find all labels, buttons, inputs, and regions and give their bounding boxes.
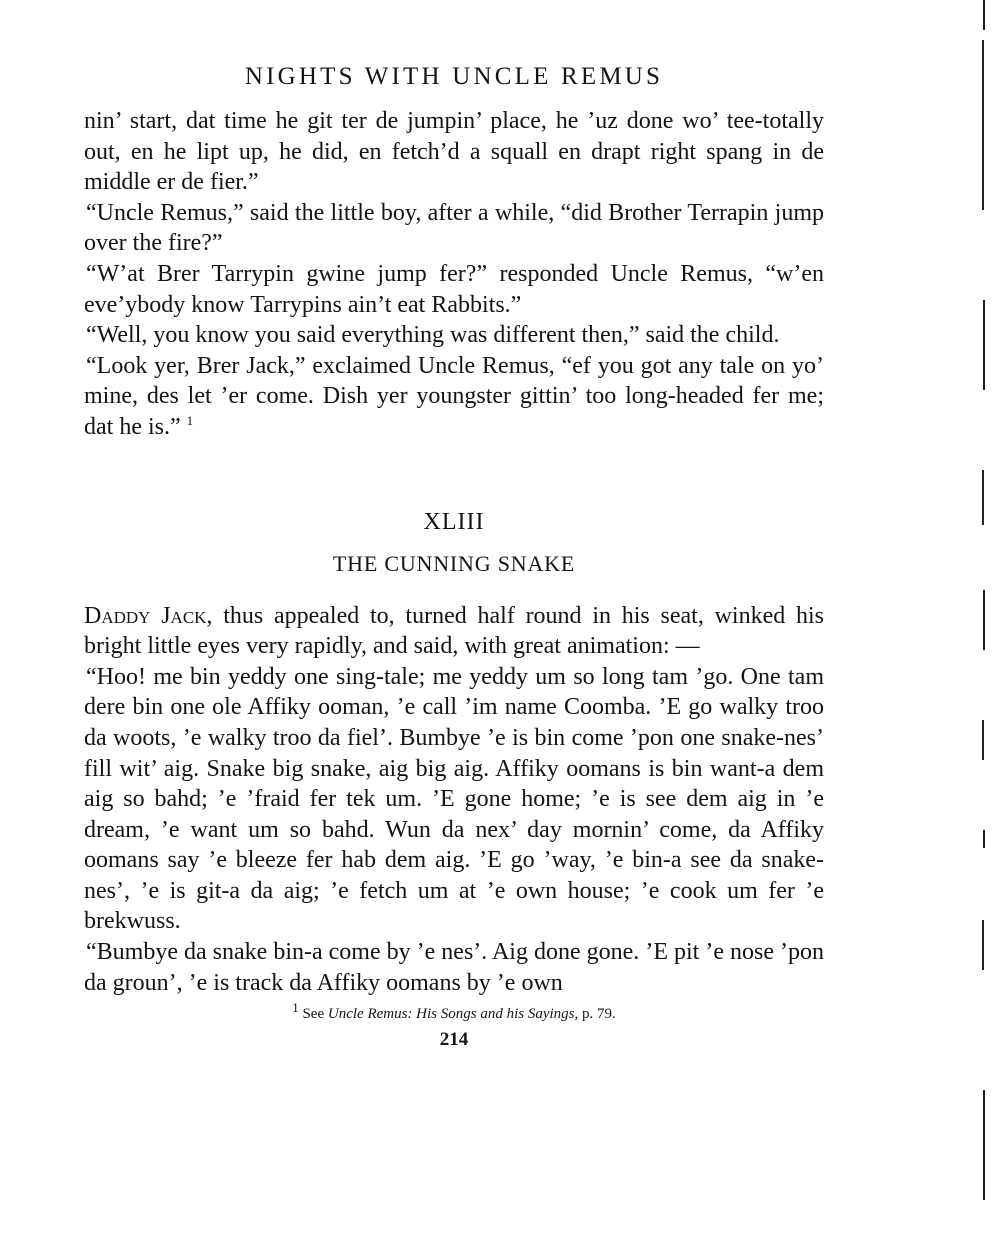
footnote-marker: 1 bbox=[186, 412, 194, 428]
paragraph-with-footnote bbox=[84, 351, 824, 443]
paragraph: nin’ start, dat time he git ter de jumpin’ place, he ’uz done wo’ tee-totally out, en he lipt up, he did, en fetch’d a squall en drapt right spang in de middle er de fier.” bbox=[84, 108, 824, 196]
chapter-number: XLIII bbox=[423, 508, 485, 535]
paragraph-text: “Look yer, Brer Jack,” exclaimed Uncle Remus, “ef you got any tale on yo’ mine, des let ’er come. Dish yer youngster gittin’ too long-headed fer me; dat he is.” bbox=[84, 352, 824, 440]
story-paragraph: “Bumbye da snake bin-a come by ’e nes’. Aig done gone. ’E pit ’e nose ’pon da groun’, ’e is track da Affiky oomans by ’e own bbox=[84, 939, 824, 996]
footnote-number: 1 bbox=[292, 1000, 299, 1016]
scan-edge-marks bbox=[982, 0, 986, 1248]
footnote-prefix: See bbox=[302, 1006, 328, 1023]
opening-smallcaps: Daddy Jack, bbox=[84, 602, 213, 629]
paragraph: “W’at Brer Tarrypin gwine jump fer?” responded Uncle Remus, “w’en eve’ybody know Tarrypins ain’t eat Rabbits.” bbox=[84, 260, 824, 318]
story-opening-paragraph bbox=[84, 601, 824, 662]
page-number: 214 bbox=[439, 1029, 469, 1051]
footnote-title: Uncle Remus: His Songs and his Sayings bbox=[327, 1006, 575, 1023]
footnote bbox=[84, 1000, 824, 1024]
chapter-title: THE CUNNING SNAKE bbox=[332, 550, 576, 576]
book-page bbox=[84, 62, 824, 1052]
opening-rest: thus appealed to, turned half round in his seat, winked his bright little eyes very rapidly, and said, with great animation: — bbox=[84, 602, 825, 660]
footnote-suffix: , p. 79. bbox=[574, 1006, 616, 1023]
story-paragraph: “Hoo! me bin yeddy one sing-tale; me yeddy um so long tam ’go. One tam dere bin one ole Affiky ooman, ’e call ’im name Coomba. ’E go walky troo da woots, ’e walky troo da fiel’. Bumbye ’e is bin come ’pon one snake-nes’ fill wit’ aig. Snake big snake, aig big aig. Affiky oomans is bin want-a dem aig so bahd; ’e ’fraid fer tek um. ’E gone home; ’e is see dem aig in ’e dream, ’e want um so bahd. Wun da nex’ day mornin’ come, da Affiky oomans say ’e bleeze fer hab dem aig. ’E go ’way, ’e bin-a see da snake-nes’, ’e is git-a da aig; ’e fetch um at ’e own house; ’e cook um fer ’e brekwuss. bbox=[84, 663, 824, 935]
running-head: NIGHTS WITH UNCLE REMUS bbox=[244, 63, 664, 90]
paragraph: “Uncle Remus,” said the little boy, after a while, “did Brother Terrapin jump over the fire?” bbox=[84, 199, 824, 257]
paragraph: “Well, you know you said everything was different then,” said the child. bbox=[86, 322, 780, 349]
